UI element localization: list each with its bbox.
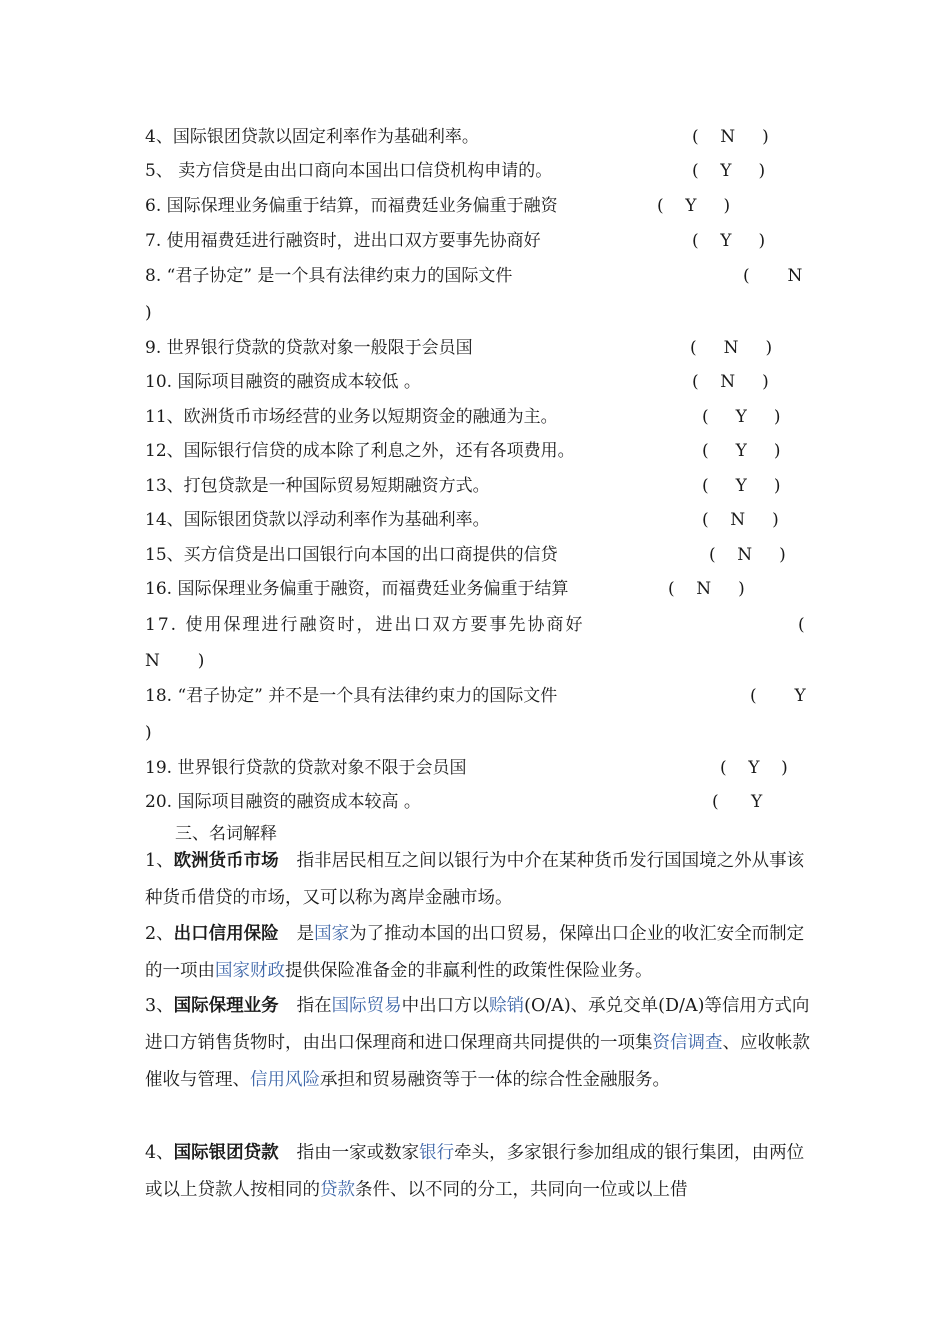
answer-9: ( N )	[690, 338, 773, 358]
definition-text: 、应收帐款催收与管理、	[145, 1033, 810, 1090]
link-guojia[interactable]: 国家	[314, 924, 350, 944]
answer-15: ( N )	[709, 545, 786, 565]
question-14: 14、国际银团贷款以浮动利率作为基础利率。	[145, 510, 490, 530]
question-13: 13、打包贷款是一种国际贸易短期融资方式。	[145, 476, 490, 496]
answer-8-cont: )	[145, 303, 152, 323]
link-xinyong-fengxian[interactable]: 信用风险	[250, 1070, 320, 1090]
answer-13: ( Y )	[702, 476, 781, 496]
answer-4: ( N )	[692, 127, 769, 147]
link-daikuan[interactable]: 贷款	[320, 1180, 355, 1200]
answer-10: ( N )	[692, 372, 769, 392]
definition-text: 中出口方以	[401, 996, 490, 1016]
question-11: 11、欧洲货币市场经营的业务以短期资金的融通为主。	[145, 407, 558, 427]
question-15: 15、买方信贷是出口国银行向本国的出口商提供的信贷	[145, 545, 558, 565]
definition-number: 1、	[145, 851, 174, 871]
link-guojia-caizheng[interactable]: 国家财政	[215, 961, 285, 981]
section-heading: 三、名词解释	[175, 824, 277, 844]
answer-16: ( N )	[668, 579, 745, 599]
definition-number: 3、	[145, 996, 174, 1016]
answer-18-cont: )	[145, 723, 152, 743]
question-18: 18. “君子协定” 并不是一个具有法律约束力的国际文件	[145, 686, 558, 706]
definition-number: 4、	[145, 1143, 174, 1163]
question-9: 9. 世界银行贷款的贷款对象一般限于会员国	[145, 338, 473, 358]
answer-12: ( Y )	[702, 441, 781, 461]
definition-term: 出口信用保险	[173, 924, 279, 944]
question-5: 5、 卖方信贷是由出口商向本国出口信贷机构申请的。	[145, 161, 553, 181]
definition-text: 提供保险准备金的非赢利性的政策性保险业务。	[285, 961, 653, 981]
definition-2	[145, 916, 810, 990]
answer-19: ( Y )	[720, 758, 788, 778]
question-7: 7. 使用福费廷进行融资时，进出口双方要事先协商好	[145, 231, 541, 251]
question-4: 4、国际银团贷款以固定利率作为基础利率。	[145, 127, 479, 147]
answer-17: (	[798, 615, 805, 635]
definition-text: 指非居民相互之间以银行为中介在某种货币发行国国境之外从事该种货币借贷的市场，又可以称为离岸金融市场。	[145, 851, 805, 908]
answer-14: ( N )	[702, 510, 779, 530]
question-10: 10. 国际项目融资的融资成本较低 。	[145, 372, 421, 392]
definition-4	[145, 1135, 810, 1209]
definition-text: 指由一家或数家	[296, 1143, 420, 1163]
question-19: 19. 世界银行贷款的贷款对象不限于会员国	[145, 758, 467, 778]
definition-1	[145, 843, 810, 917]
definition-text: 条件、以不同的分工，共同向一位或以上借	[355, 1180, 688, 1200]
link-zixin-diaocha[interactable]: 资信调查	[652, 1033, 723, 1053]
question-16: 16. 国际保理业务偏重于融资，而福费廷业务偏重于结算	[145, 579, 569, 599]
question-17: 17. 使用保理进行融资时，进出口双方要事先协商好	[145, 615, 585, 635]
answer-20: ( Y	[712, 792, 763, 812]
answer-7: ( Y )	[692, 231, 766, 251]
definition-text: 牵头，多家银行参加组成的银行集团，由两位或以上贷款人按相同的	[145, 1143, 805, 1200]
question-6: 6. 国际保理业务偏重于结算，而福费廷业务偏重于融资	[145, 196, 558, 216]
definition-text: 是	[296, 924, 315, 944]
link-guoji-maoyi[interactable]: 国际贸易	[331, 996, 402, 1016]
question-8: 8. “君子协定” 是一个具有法律约束力的国际文件	[145, 266, 513, 286]
answer-17-cont: N )	[145, 651, 205, 671]
definition-term: 欧洲货币市场	[173, 851, 279, 871]
link-yinhang[interactable]: 银行	[419, 1143, 455, 1163]
answer-5: ( Y )	[692, 161, 766, 181]
answer-18: ( Y	[750, 686, 806, 706]
definition-term: 国际保理业务	[173, 996, 279, 1016]
question-20: 20. 国际项目融资的融资成本较高 。	[145, 792, 421, 812]
definition-text: 为了推动本国的出口贸易，保障出口企业的收汇安全而制定的一项由	[145, 924, 805, 981]
link-shexiao[interactable]: 赊销	[489, 996, 525, 1016]
definition-text: 指在	[296, 996, 332, 1016]
definition-3	[145, 988, 810, 1099]
definition-text: 承担和贸易融资等于一体的综合性金融服务。	[320, 1070, 670, 1090]
answer-6: ( Y )	[657, 196, 731, 216]
definition-text: (O/A)、承兑交单(D/A)等信用方式向进口方销售货物时，由出口保理商和进口保理商共同提供的一项集	[145, 996, 810, 1053]
definition-term: 国际银团贷款	[173, 1143, 279, 1163]
definition-number: 2、	[145, 924, 174, 944]
question-12: 12、国际银行信贷的成本除了利息之外，还有各项费用。	[145, 441, 575, 461]
answer-11: ( Y )	[702, 407, 781, 427]
answer-8: ( N	[743, 266, 803, 286]
